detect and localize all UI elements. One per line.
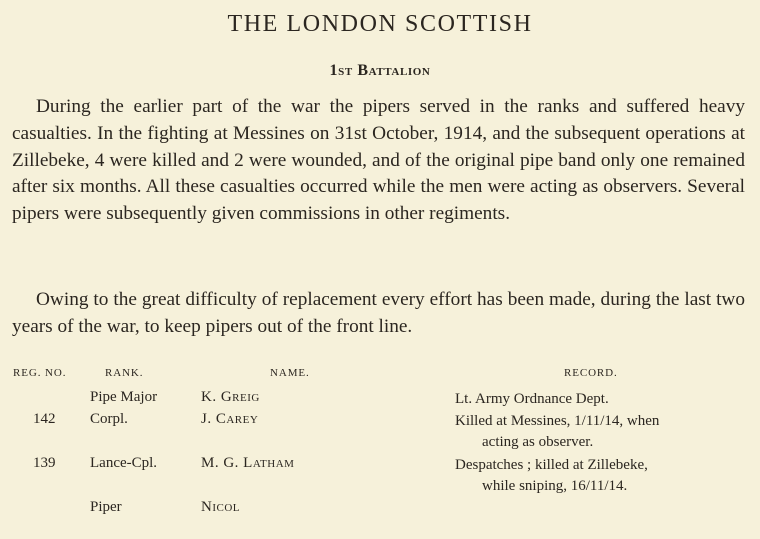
cell-name: K. Greig (201, 389, 260, 405)
record-line-continued: acting as observer. (482, 434, 594, 450)
cell-name: J. Carey (201, 411, 259, 427)
cell-reg-no: 142 (33, 411, 56, 427)
header-record: RECORD. (564, 367, 618, 379)
cell-rank: Pipe Major (90, 389, 158, 405)
cell-rank: Lance-Cpl. (90, 455, 158, 471)
header-name: NAME. (270, 367, 310, 379)
cell-reg-no: 139 (33, 455, 56, 471)
cell-record (455, 389, 740, 410)
cell-rank: Corpl. (90, 411, 128, 427)
record-line: Killed at Messines, 1/11/14, when (455, 413, 660, 429)
cell-name: M. G. Latham (201, 455, 295, 471)
cell-name: Nicol (201, 499, 240, 515)
record-line: Lt. Army Ordnance Dept. (455, 391, 609, 407)
header-reg-no: REG. NO. (13, 367, 67, 379)
record-line: Despatches ; killed at Zillebeke, (455, 457, 648, 473)
paragraph-replacement: Owing to the great difficulty of replacement every effort has been made, during the last two years of the war, to keep pipers out of the front line. (12, 289, 745, 337)
page-title: THE LONDON SCOTTISH (227, 11, 533, 37)
header-rank: RANK. (105, 367, 144, 379)
cell-record (455, 455, 740, 497)
record-line-continued: while sniping, 16/11/14. (482, 478, 628, 494)
page-subtitle: 1st Battalion (329, 62, 431, 79)
paragraph-casualties: During the earlier part of the war the pipers served in the ranks and suffered heavy casualties. In the fighting at Messines on 31st October, 1914, and the subsequent operations at Zillebeke, 4 were killed and 2 were wounded, and of the original pipe band only one remained after six months. All these casualties occurred while the men were acting as observers. Several pipers were subsequently given commissions in other regiments. (12, 96, 745, 225)
cell-rank: Piper (90, 499, 122, 515)
cell-record (455, 411, 740, 453)
